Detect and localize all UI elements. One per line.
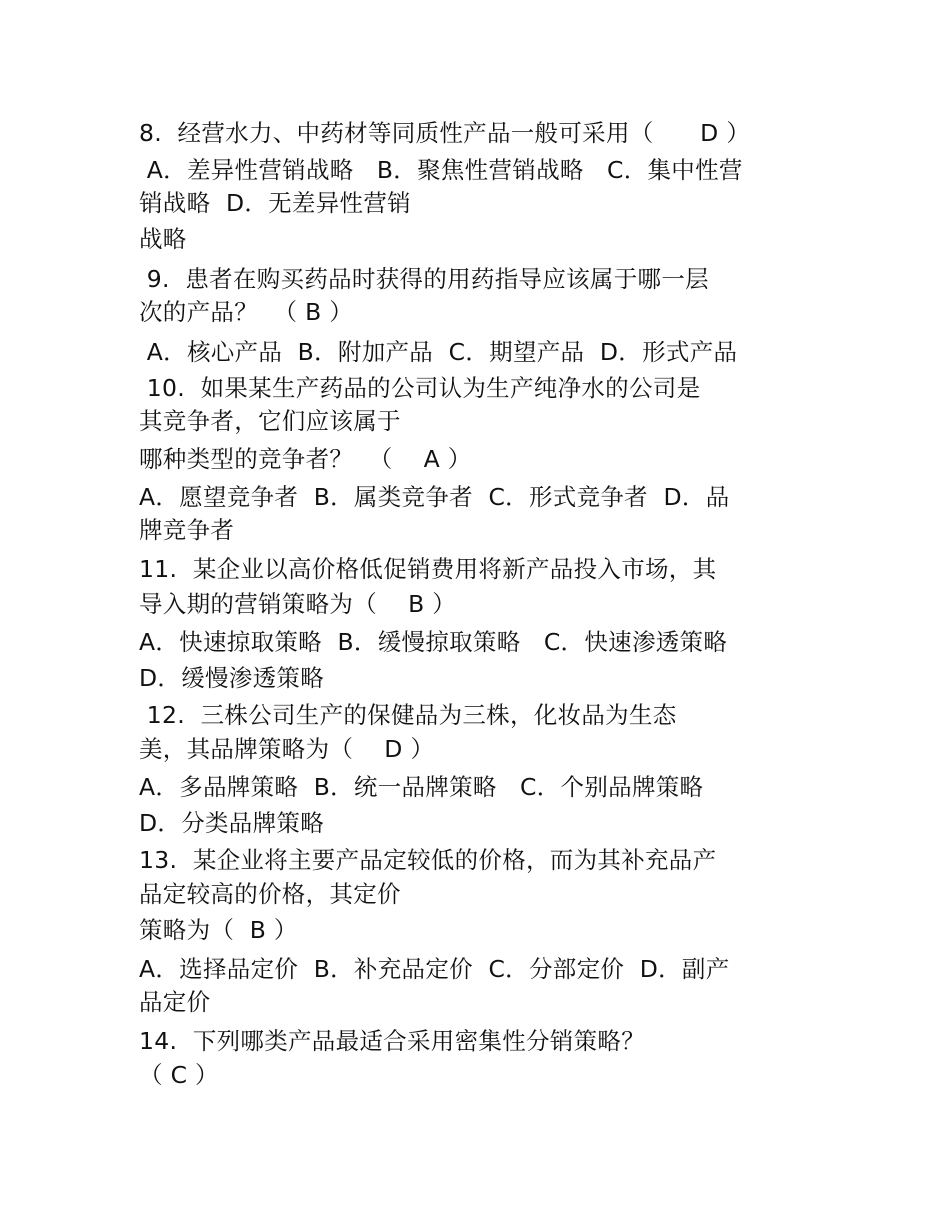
text-line-26: 14. 下列哪类产品最适合采用密集性分销策略？ [139,1027,646,1055]
text-line-11: A．愿望竞争者 B．属类竞争者 C．形式竞争者 D．品 [139,483,730,511]
text-line-15: A．快速掠取策略 B．缓慢掠取策略 C．快速渗透策略 [139,628,728,656]
text-line-2: A．差异性营销战略 B．聚焦性营销战略 C．集中性营 [139,156,743,184]
text-line-17: 12. 三株公司生产的保健品为三株，化妆品为生态 [139,701,677,729]
text-line-9: 其竞争者，它们应该属于 [139,407,401,435]
text-line-1: 8. 经营水力、中药材等同质性产品一般可采用（ D ） [139,119,751,147]
text-line-4: 战略 [139,225,187,253]
text-line-10: 哪种类型的竞争者？ （ A ） [139,445,472,473]
text-line-21: 13. 某企业将主要产品定较低的价格，而为其补充品产 [139,846,717,874]
text-line-22: 品定较高的价格，其定价 [139,880,401,908]
text-line-13: 11. 某企业以高价格低促销费用将新产品投入市场，其 [139,555,717,583]
text-line-5: 9. 患者在购买药品时获得的用药指导应该属于哪一层 [139,265,709,293]
text-line-8: 10. 如果某生产药品的公司认为生产纯净水的公司是 [139,374,701,402]
text-line-16: D．缓慢渗透策略 [139,664,324,692]
text-line-18: 美，其品牌策略为（ D ） [139,735,435,763]
text-line-12: 牌竞争者 [139,516,235,544]
text-line-23: 策略为（ B ） [139,916,298,944]
text-line-19: A．多品牌策略 B．统一品牌策略 C．个别品牌策略 [139,773,704,801]
text-line-3: 销战略 D．无差异性营销 [139,189,411,217]
text-line-24: A．选择品定价 B．补充品定价 C．分部定价 D．副产 [139,955,730,983]
text-line-7: A．核心产品 B．附加产品 C．期望产品 D．形式产品 [139,338,738,366]
text-line-14: 导入期的营销策略为（ B ） [139,590,457,618]
text-line-20: D．分类品牌策略 [139,809,324,837]
text-line-25: 品定价 [139,988,211,1016]
text-line-27: （ C ） [139,1061,219,1089]
text-line-6: 次的产品？ （ B ） [139,298,354,326]
